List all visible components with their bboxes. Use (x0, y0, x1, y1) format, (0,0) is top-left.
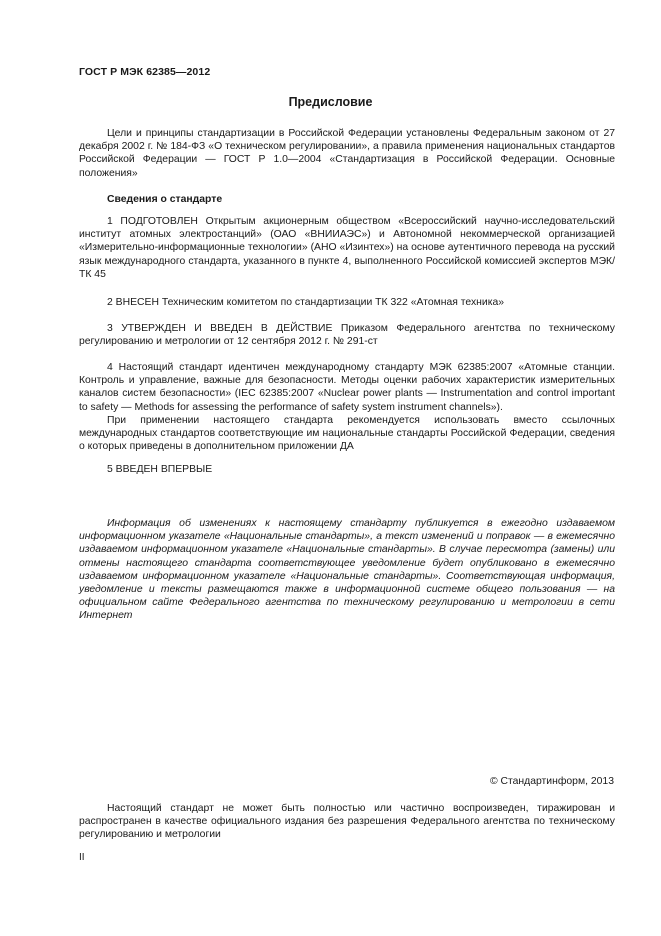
section-heading: Сведения о стандарте (107, 194, 223, 205)
item-4: 4 Настоящий стандарт идентичен международному стандарту МЭК 62385:2007 «Атомные станции. Контроль и управление, важные для безопасности. Методы оценки рабочих характеристик измерительных каналов систем безопасности» (IEC 62385:2007 «Nuclear power plants — Instrumentation and control important to safety — Methods for assessing the performance of safety system instrument channels»). (79, 362, 615, 413)
item-3: 3 УТВЕРЖДЕН И ВВЕДЕН В ДЕЙСТВИЕ Приказом Федерального агентства по техническому регулированию и метрологии от 12 сентября 2012 г. № 291-ст (79, 323, 615, 348)
page-number: II (79, 852, 85, 863)
item-4-note: При применении настоящего стандарта рекомендуется использовать вместо ссылочных международных стандартов соответствующие им национальные стандарты Российской Федерации, сведения о которых приведены в дополнительном приложении ДА (79, 415, 615, 453)
item-5: 5 ВВЕДЕН ВПЕРВЫЕ (107, 464, 213, 475)
copyright: © Стандартинформ, 2013 (489, 776, 614, 787)
reproduction-notice: Настоящий стандарт не может быть полностью или частично воспроизведен, тиражирован и распространен в качестве официального издания без разрешения Федерального агентства по техническому регулированию и метрологии (79, 803, 615, 841)
item-2: 2 ВНЕСЕН Техническим комитетом по стандартизации ТК 322 «Атомная техника» (107, 297, 505, 308)
item-1: 1 ПОДГОТОВЛЕН Открытым акционерным обществом «Всероссийский научно-исследовательский институт атомных электростанций» (ОАО «ВНИИАЭС») и Автономной некоммерческой организацией «Измерительно-информационные технологии» (АНО «Изинтех») на основе аутентичного перевода на русский язык международного стандарта, указанного в пункте 4, выполненного Российской комиссией экспертов МЭК/ТК 45 (79, 216, 615, 280)
intro-paragraph: Цели и принципы стандартизации в Российской Федерации установлены Федеральным законом от 27 декабря 2002 г. № 184-ФЗ «О техническом регулировании», а правила применения национальных стандартов Российской Федерации — ГОСТ Р 1.0—2004 «Стандартизация в Российской Федерации. Основные положения» (79, 128, 615, 179)
document-id-header: ГОСТ Р МЭК 62385—2012 (79, 66, 211, 78)
page-title: Предисловие (288, 95, 373, 109)
info-notice: Информация об изменениях к настоящему стандарту публикуется в ежегодно издаваемом информационном указателе «Национальные стандарты», а текст изменений и поправок — в ежемесячно издаваемом информационном указателе «Национальные стандарты». В случае пересмотра (замены) или отмены настоящего стандарта соответствующее уведомление будет опубликовано в ежемесячно издаваемом информационном указателе «Национальные стандарты». Соответствующая информация, уведомление и тексты размещаются также в информационной системе общего пользования — на официальном сайте Федерального агентства по техническому регулированию и метрологии в сети Интернет (79, 518, 615, 622)
